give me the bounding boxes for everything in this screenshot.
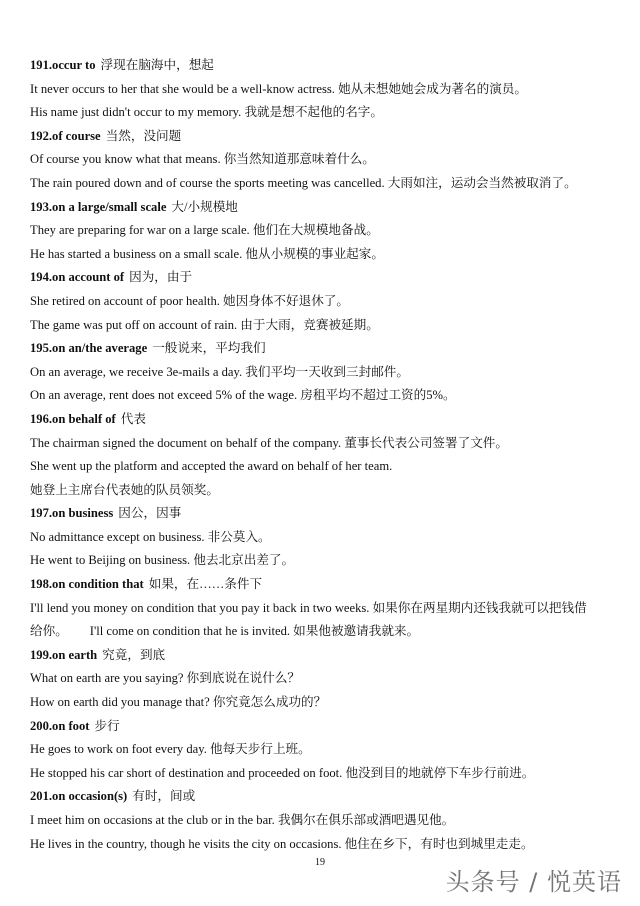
entry-meaning: 大/小规模地 [171, 199, 238, 214]
example-sentence: The rain poured down and of course the sports meeting was cancelled. 大雨如注，运动会当然被取消了。 [30, 175, 577, 190]
example-sentence: How on earth did you manage that? 你究竟怎么成功的？ [30, 695, 327, 710]
example-sentence: On an average, rent does not exceed 5% of the wage. 房租平均不超过工资的5%。 [30, 388, 456, 403]
example-sentence-wrap [30, 620, 615, 644]
entry-meaning: 究竟，到底 [102, 647, 166, 662]
entry-phrase: 196.on behalf of [30, 411, 116, 426]
entry-phrase: 194.on account of [30, 270, 125, 285]
example-sentence: He goes to work on foot every day. 他每天步行上班。 [30, 742, 311, 757]
example-sentence: No admittance except on business. 非公莫入。 [30, 529, 271, 544]
entry-heading [30, 408, 615, 432]
entry-heading [30, 196, 615, 220]
entry-heading [30, 785, 615, 809]
entry-heading [30, 502, 615, 526]
example-sentence: On an average, we receive 3e-mails a day. 我们平均一天收到三封邮件。 [30, 364, 409, 379]
entry-phrase: 198.on condition that [30, 577, 144, 592]
example-sentence: She retired on account of poor health. 她因身体不好退休了。 [30, 293, 349, 308]
page-number: 19 [315, 857, 325, 868]
example-sentence: What on earth are you saying? 你到底说在说什么？ [30, 671, 301, 686]
entry-meaning: 因公，因事 [118, 506, 182, 521]
example-sentence: They are preparing for war on a large scale. 他们在大规模地备战。 [30, 223, 379, 238]
example-sentence: It never occurs to her that she would be a well-know actress. 她从未想她她会成为著名的演员。 [30, 81, 527, 96]
entry-meaning: 浮现在脑海中，想起 [100, 58, 214, 72]
entry-phrase: 193.on a large/small scale [30, 199, 167, 214]
entry-heading [30, 644, 615, 668]
entry-meaning: 一般说来，平均我们 [152, 341, 266, 356]
entry-heading [30, 715, 615, 739]
entry-phrase: 191.occur to [30, 58, 96, 72]
entry-phrase: 195.on an/the average [30, 341, 148, 356]
example-sentence: His name just didn't occur to my memory. 我就是想不起他的名字。 [30, 105, 383, 120]
entry-phrase: 199.on earth [30, 647, 98, 662]
example-sentence: I'll come on condition that he is invited. 如果他被邀请我就来。 [89, 624, 420, 639]
entry-phrase: 197.on business [30, 506, 114, 521]
entry-heading [30, 573, 615, 597]
example-sentence: She went up the platform and accepted the award on behalf of her team. [30, 459, 393, 474]
example-sentence: He has started a business on a small scale. 他从小规模的事业起家。 [30, 246, 384, 261]
entry-meaning: 步行 [94, 718, 120, 733]
example-sentence: 给你。 [30, 624, 68, 639]
example-sentence: The game was put off on account of rain. 由于大雨，竞赛被延期。 [30, 317, 379, 332]
entry-phrase: 201.on occasion(s) [30, 789, 128, 804]
entry-phrase: 192.of course [30, 128, 101, 143]
example-sentence: The chairman signed the document on behalf of the company. 董事长代表公司签署了文件。 [30, 435, 508, 450]
entry-heading [30, 54, 615, 78]
entry-meaning: 当然，没问题 [105, 128, 182, 143]
entry-meaning: 有时，间或 [132, 789, 196, 804]
example-sentence: I'll lend you money on condition that you pay it back in two weeks. 如果你在两星期内还钱我就可以把钱借 [30, 600, 587, 615]
example-sentence: Of course you know what that means. 你当然知道那意味着什么。 [30, 152, 375, 167]
example-sentence: He lives in the country, though he visits the city on occasions. 他住在乡下，有时也到城里走走。 [30, 836, 534, 851]
example-sentence: He went to Beijing on business. 他去北京出差了。 [30, 553, 295, 568]
example-sentence: He stopped his car short of destination and proceeded on foot. 他没到目的地就停下车步行前进。 [30, 765, 535, 780]
watermark: 头条号 / 悦英语 [445, 868, 622, 896]
entry-meaning: 因为，由于 [129, 270, 193, 285]
document-body [30, 54, 615, 856]
entry-heading [30, 125, 615, 149]
entry-meaning: 代表 [120, 411, 146, 426]
entry-heading [30, 337, 615, 361]
entry-phrase: 200.on foot [30, 718, 90, 733]
entry-meaning: 如果，在……条件下 [148, 577, 263, 592]
entry-heading [30, 266, 615, 290]
example-sentence: 她登上主席台代表她的队员领奖。 [30, 482, 219, 497]
example-sentence: I meet him on occasions at the club or in the bar. 我偶尔在俱乐部或酒吧遇见他。 [30, 813, 455, 827]
